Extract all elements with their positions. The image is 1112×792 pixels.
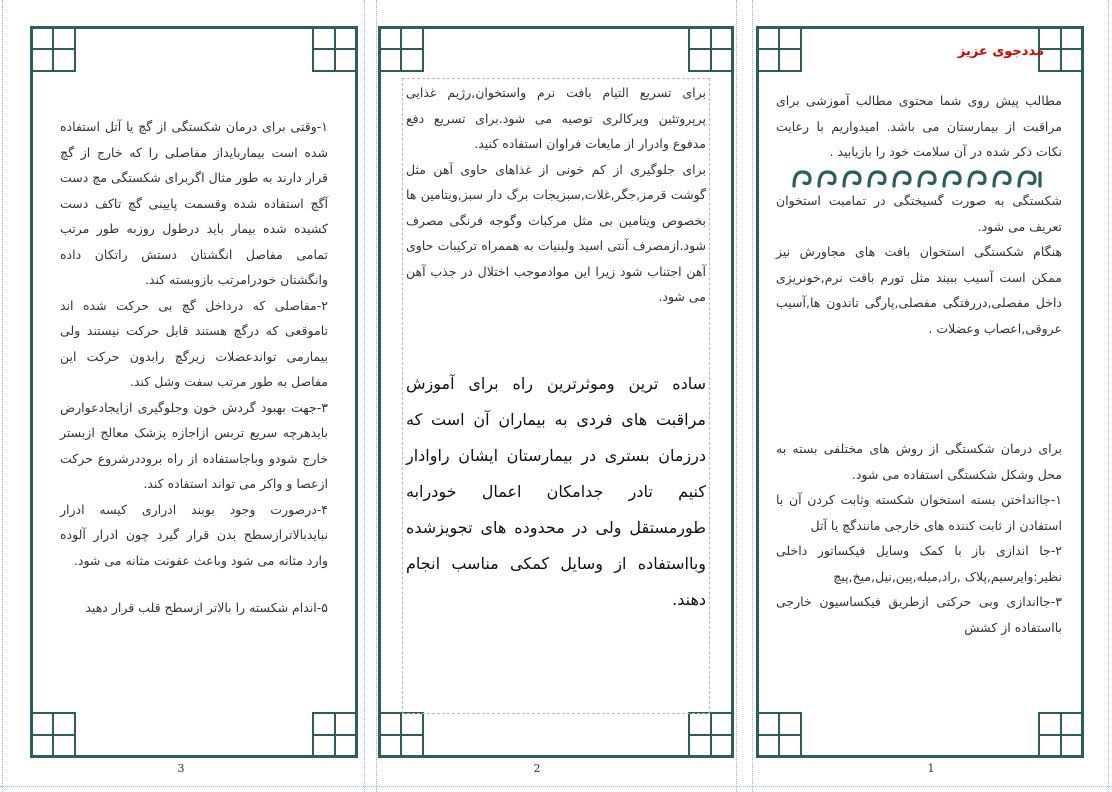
corner-ornament-icon	[1038, 26, 1084, 72]
paragraph: ۳-جااندازی وبی حرکتی ازطریق فیکساسیون خارجی بااستفاده از کشش	[776, 594, 1062, 635]
paragraph: هنگام شکستگی استخوان بافت های مجاورش نیز ممکن است آسیب ببیند مثل تورم بافت نرم,خونریزی داخل مفصلی,دررفتگی مفصلی,پارگی تاندون ها,آسیب عروقی,اعصاب وعضلات .	[776, 244, 1062, 336]
page3-body	[60, 114, 328, 621]
page-guide	[0, 786, 1112, 787]
page1-intro: مطالب پیش روی شما محتوی مطالب آموزشی برای مراقبت از بیمارستان می باشد. امیدواریم با رعایت نکات ذکر شده در آن سلامت خود را بازیابید .	[776, 93, 1062, 159]
paragraph: ۳-جهت بهبود گردش خون وجلوگیری ازایجادعوارض بایدهرچه سریع تربس ازاجازه پزشک معالج ازبستر خارج شودو وباجاستفاده از راه بروددرشروع حرکت ازعصا و واکر می تواند استفاده کند.	[60, 399, 328, 491]
paragraph: ۲-مفاصلی که درداخل گچ بی حرکت شده اند تاموقعی که درگچ هستند قابل حرکت نیستند ولی بیمارمی تواندعضلات زیرگچ رابدون حرکت این مفاصل به طور مرتب سفت وشل کند.	[60, 297, 328, 389]
paragraph: ۱-وقتی برای درمان شکستگی از گچ یا آتل استفاده شده است بیماربایداز مفاصلی را که خارج از گچ قرار دارند به طور مثال اگربرای شکستگی مچ دست آگچ استفاده شده وقسمت پایینی گچ تاکف دست کشیده شده بیمار باید درطول روزبه طور مرتب تمامی مفاصل انگشتان دستش راتکان داده وانگشتان خودرامرتب بازوبسته کند.	[60, 119, 328, 287]
paragraph: ۱-جاانداختن بسته استخوان شکسته وثابت کردن آن با استفادن از ثابت کننده های خارجی مانندگچ یا آتل	[776, 492, 1062, 533]
page-guide	[1108, 0, 1109, 792]
paragraph: ۲-جا اندازی باز با کمک وسایل فیکساتور داخلی نظیر:وایرسیم,پلاک ,راد,میله,پین,نیل,میخ,پیچ	[776, 543, 1062, 584]
paragraph: برای درمان شکستگی از روش های مختلفی بسته به محل وشکل شکستگی استفاده می شود.	[776, 441, 1062, 482]
page1-treatment	[776, 436, 1062, 640]
corner-ornament-icon	[30, 26, 76, 72]
page-title: مددجوی عزیز	[957, 44, 1044, 59]
corner-ornament-icon	[378, 26, 424, 72]
page-guide	[2, 0, 3, 792]
corner-ornament-icon	[688, 712, 734, 758]
page-number: 3	[177, 762, 185, 775]
page-number: 2	[533, 762, 541, 775]
corner-ornament-icon	[756, 26, 802, 72]
paragraph: ۴-درصورت وجود بوبند ادراری کیسه ادرار نبایدبالاترازسطح بدن قرار گیرد چون ادرار آلوده وارد مثانه می شود وباعث عفونت مثانه می شود.	[60, 501, 328, 568]
page-number: 1	[927, 762, 935, 775]
corner-ornament-icon	[756, 712, 802, 758]
paragraph: برای تسریع التیام بافت نرم واستخوان,رژیم غذایی پرپروتئین وپرکالری توصیه می شود.برای تسریع دفع مدفوع وادرار از مایعات فراوان استفاده کنید.	[406, 85, 706, 151]
corner-ornament-icon	[312, 26, 358, 72]
corner-ornament-icon	[312, 712, 358, 758]
corner-ornament-icon	[1038, 712, 1084, 758]
corner-ornament-icon	[378, 712, 424, 758]
paragraph: شکستگی به صورت گسیختگی در تمامیت استخوان تعریف می شود.	[776, 193, 1062, 234]
page1-body	[776, 188, 1062, 341]
highlight-paragraph: ساده ترین وموثرترین راه برای آموزش مراقبت های فردی به بیماران آن است که درزمان بستری در بیمارستان ایشان راوادار کنیم تادر جدامکان اعمال خودرابه طورمستقل ولی در محدوده های تجویزشده وبااستفاده از وسایل کمکی مناسب انجام دهند.	[406, 374, 706, 609]
page-guide	[752, 0, 753, 792]
page-guide	[736, 0, 737, 792]
page-guide	[364, 0, 365, 792]
corner-ornament-icon	[30, 712, 76, 758]
corner-ornament-icon	[688, 26, 734, 72]
page2-body	[406, 80, 706, 310]
page-guide	[376, 0, 377, 792]
paragraph: برای جلوگیری از کم خونی از غذاهای حاوی آهن مثل گوشت قرمز,جگر,غلات,سبزیجات برگ دار سبز,ویتامین ها بخصوص ویتامین بی مثل مرکبات وگوجه فرنگی مصرف شود.ازمصرف آنتی اسید ولبنیات به هممراه ترکیبات حاوی آهن اجتناب شود زیرا این موادموجب اختلال در جذب آهن می شود.	[406, 161, 706, 304]
paragraph: ۵-اندام شکسته را بالاتر ازسطح قلب قرار دهید	[85, 600, 328, 615]
